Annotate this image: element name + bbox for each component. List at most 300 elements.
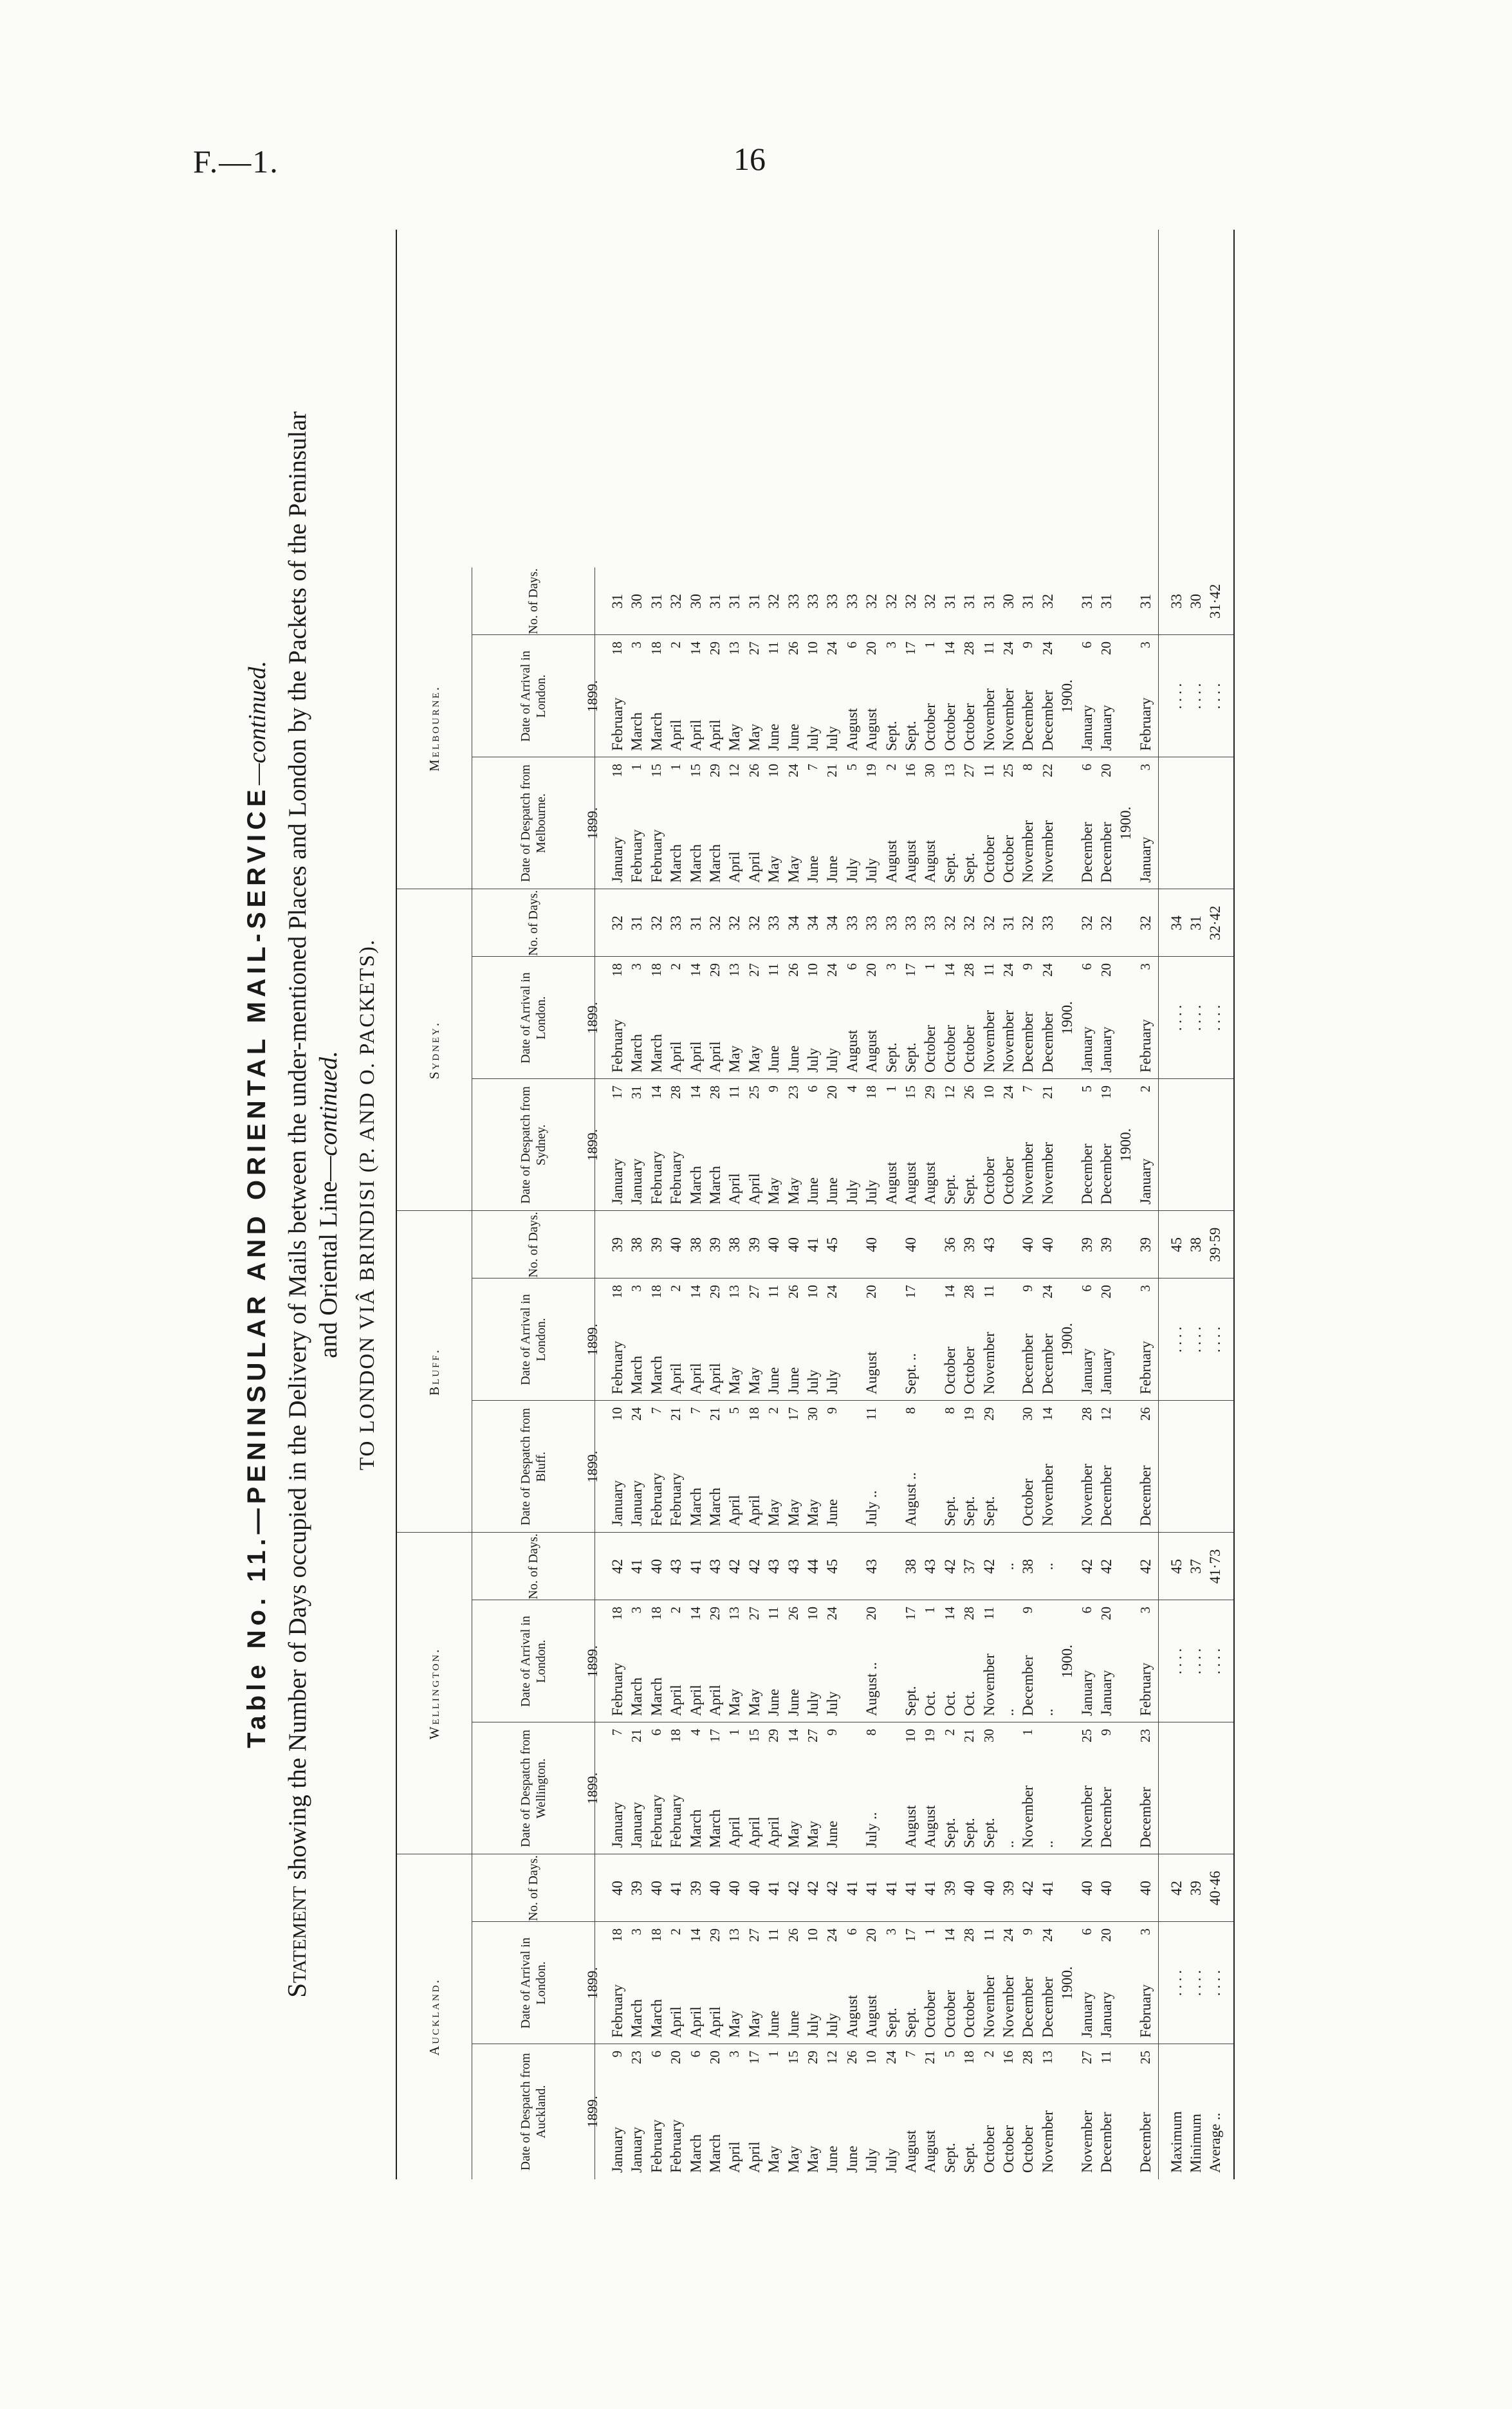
date-day: 11 [981,764,997,777]
date-day: 24 [1000,1928,1016,1942]
date-day: 23 [1137,1729,1153,1742]
date-cell [668,1607,683,1716]
date-month: August [863,1995,880,2038]
date-day: 3 [883,641,899,649]
date-day: 18 [648,1607,664,1620]
summary-dots: . . . . [1207,1004,1224,1031]
date-day: 9 [1020,963,1036,970]
date-month: February [1137,1019,1154,1073]
date-month: August [903,840,919,883]
date-day: 1 [922,963,938,970]
date-cell [824,1085,840,1204]
days-cell: 32 [922,594,939,609]
date-day: 2 [1137,1085,1153,1093]
date-month: May [746,1045,762,1073]
date-month: July [883,2148,899,2173]
date-cell [668,1285,683,1394]
column-header-arrival-auckland: Date of Arrival in London. [472,1922,595,2044]
date-cell [805,641,820,751]
date-month: July [824,2013,841,2038]
date-day: 2 [668,641,684,649]
date-month: May [726,1367,743,1394]
year-label-1899: 1899. [584,1324,600,1356]
date-day: 24 [1039,1285,1055,1298]
date-month: Sept. [941,853,958,883]
date-day: 17 [903,1285,918,1298]
date-cell [668,764,683,883]
date-day: 30 [805,1407,820,1421]
date-month: April [668,1041,685,1073]
date-cell [766,1407,781,1526]
days-cell: 32 [961,916,978,930]
date-month: May [726,1688,743,1716]
date-month: Sept. [981,1496,997,1526]
date-day: 9 [1020,1607,1036,1614]
summary-value-sydney: 34 [1168,916,1185,930]
group-header-sydney: Sydney. [397,889,472,1211]
date-cell [1040,1729,1055,1848]
date-month: May [766,1177,782,1204]
date-month: 1900. [1118,806,1134,840]
date-cell [981,1285,997,1394]
date-day: 19 [1098,1085,1114,1099]
date-cell [649,1285,664,1394]
date-day: 27 [746,1928,762,1942]
date-day: 21 [668,1407,684,1421]
date-month: December [1039,1333,1056,1394]
days-cell: 40 [726,1881,743,1896]
date-cell [1138,1285,1153,1394]
column-header-days-sydney: No. of Days. [472,889,595,957]
days-cell: 32 [903,594,919,609]
date-cell [707,2051,723,2173]
days-cell: 33 [824,594,841,609]
date-month: November [1020,1141,1037,1204]
date-cell [981,1928,997,2038]
date-month: June [805,1177,821,1204]
date-month: April [687,1041,704,1073]
days-cell: 32 [1137,916,1154,930]
date-cell [1020,1285,1035,1394]
date-month: January [609,2127,625,2173]
date-month: October [922,1989,939,2038]
date-cell [707,1607,723,1716]
days-cell: 42 [1078,1559,1095,1574]
date-cell [903,1729,918,1848]
date-month: July [844,1179,860,1204]
date-month: January [629,1480,645,1526]
date-cell [1040,1607,1055,1716]
date-cell [786,963,801,1073]
date-cell [1138,1085,1153,1204]
date-cell [903,963,918,1073]
summary-label: Average .. [1207,2112,1224,2173]
date-day: 18 [648,641,664,655]
date-month: Sept. [941,1174,958,1204]
date-day: 3 [629,1285,645,1292]
date-day: 23 [785,1085,801,1099]
date-month: January [1098,1026,1114,1073]
date-day: 12 [824,2051,840,2064]
date-cell [688,1407,703,1526]
days-cell: 33 [1039,916,1056,930]
date-cell [649,963,664,1073]
date-cell [903,641,918,751]
date-month: Sept. [883,2008,899,2038]
date-cell [981,2051,997,2173]
date-day: 1 [922,1928,938,1935]
date-cell [1079,1085,1094,1204]
date-cell [981,1729,997,1848]
date-cell [942,1928,957,2038]
date-cell [805,963,820,1073]
date-cell [609,1729,625,1848]
date-month: November [1039,820,1056,883]
date-cell [883,1928,899,2038]
date-cell [707,1285,723,1394]
date-day: 18 [609,764,625,777]
date-month: Sept. [941,1496,958,1526]
date-month: December [1020,1977,1037,2038]
date-cell [746,1407,762,1526]
days-cell: 41 [922,1881,939,1896]
days-cell: 42 [941,1559,958,1574]
date-day: 18 [609,963,625,977]
date-month: .. [1039,1708,1056,1716]
date-day: 28 [707,1085,723,1099]
date-cell [824,1607,840,1716]
date-cell [844,1085,860,1204]
summary-dots: . . . . [1168,1648,1185,1675]
date-cell [707,641,723,751]
date-month: October [1000,2125,1017,2173]
date-day: 9 [1020,1285,1036,1292]
date-month: June [785,2010,802,2038]
date-day: 28 [961,963,977,977]
date-month: May [785,1177,802,1204]
date-day: 10 [609,1407,625,1421]
date-cell [726,1085,742,1204]
date-cell [1079,1928,1094,2038]
date-day: 15 [903,1085,918,1099]
date-month: June [785,1688,802,1716]
date-day: 18 [648,1285,664,1298]
days-cell: 42 [746,1559,762,1574]
date-day: 14 [687,1928,703,1942]
date-day: 8 [941,1407,957,1414]
date-cell [961,1407,977,1526]
days-cell: 31 [609,594,625,609]
date-month: October [961,703,978,751]
date-day: 24 [1000,641,1016,655]
date-day: 5 [726,1407,742,1414]
page-number: 16 [733,141,766,177]
date-cell [609,764,625,883]
date-cell [824,963,840,1073]
summary-value-auckland: 40·46 [1207,1870,1224,1906]
date-month: April [707,2006,723,2038]
column-header-arrival-wellington: Date of Arrival in London. [472,1600,595,1722]
date-day: 10 [981,1085,997,1099]
date-day: 21 [922,2051,938,2064]
date-month: June [824,2145,841,2173]
date-month: April [687,1363,704,1394]
date-month: February [668,2119,685,2173]
date-cell [1040,963,1055,1073]
date-cell [1059,641,1074,751]
days-cell: 41 [1039,1881,1056,1896]
date-month: Sept. [883,1042,899,1073]
days-cell: 40 [648,1559,665,1574]
date-cell [786,764,801,883]
days-cell: 43 [785,1559,802,1574]
date-month: April [687,1684,704,1716]
date-month: .. [1000,1840,1017,1848]
date-day: 14 [941,641,957,655]
date-month: October [981,1156,997,1204]
days-cell: 40 [766,1237,782,1252]
date-cell [824,1407,840,1526]
date-month: January [609,1802,625,1848]
date-cell [805,1285,820,1394]
summary-label: Minimum [1188,2113,1204,2173]
date-day: 13 [726,641,742,655]
date-day: 2 [981,2051,997,2058]
date-day: 24 [883,2051,899,2064]
year-label-1899: 1899. [584,680,600,712]
days-cell: 32 [883,594,899,609]
date-day: 29 [981,1407,997,1421]
date-cell [726,1928,742,2038]
days-cell: 31 [726,594,743,609]
date-cell [922,1607,937,1716]
date-month: August .. [863,1662,880,1716]
date-cell [981,1407,997,1526]
date-cell [883,2051,899,2173]
column-header-days-melbourne: No. of Days. [472,568,595,635]
date-day: 1 [883,1085,899,1093]
days-cell: 39 [707,1237,723,1252]
days-cell: 41 [687,1559,704,1574]
date-cell [981,641,997,751]
date-cell [766,1729,781,1848]
date-month: April [668,2006,685,2038]
date-cell [1020,1607,1035,1716]
date-day: 7 [687,1407,703,1414]
date-cell [746,641,762,751]
date-cell [668,2051,683,2173]
date-cell [1000,1729,1016,1848]
days-cell: 38 [687,1237,704,1252]
date-month: April [707,1363,723,1394]
days-cell: 30 [687,594,704,609]
date-month: Sept. [903,1686,919,1716]
date-month: October [941,1024,958,1073]
date-day: 3 [629,1607,645,1614]
date-month: March [629,712,645,751]
date-cell [668,1928,683,2038]
days-cell: 39 [941,1881,958,1896]
date-month: Sept. [903,2008,919,2038]
days-cell: 32 [707,916,723,930]
column-header-despatch-bluff: Date of Despatch from Bluff. [472,1401,595,1533]
days-cell: 33 [883,916,899,930]
days-cell: 32 [1020,916,1037,930]
date-month: October [981,2125,997,2173]
date-day: 24 [1039,963,1055,977]
date-month: August [903,2130,919,2173]
date-month: August [844,1995,860,2038]
days-cell: 31 [941,594,958,609]
summary-dots: . . . . [1188,1326,1204,1353]
date-day: 28 [961,1928,977,1942]
column-header-despatch-sydney: Date of Despatch from Sydney. [472,1079,595,1211]
date-month: January [1098,1348,1114,1394]
date-cell [726,764,742,883]
date-month: April [726,851,743,883]
date-day: 1 [922,1607,938,1614]
days-cell: 37 [961,1559,978,1574]
date-cell [707,1407,723,1526]
statement-line2: and Oriental Line— [315,1156,342,1358]
date-day: 24 [629,1407,645,1421]
days-cell: 31 [1020,594,1037,609]
date-cell [961,963,977,1073]
date-month: December [1020,1011,1037,1073]
days-cell: 43 [981,1237,997,1252]
date-day: 24 [1000,963,1016,977]
date-cell [629,1407,644,1526]
date-cell [922,2051,937,2173]
date-month: Sept. [961,2143,978,2173]
summary-dots: . . . . [1207,1970,1224,1997]
date-month: February [609,1019,625,1073]
date-day: 12 [1098,1407,1114,1421]
date-day: 24 [785,764,801,777]
date-cell [863,1729,879,1848]
date-month: April [668,1363,685,1394]
summary-value-bluff: 38 [1188,1237,1204,1252]
date-day: 2 [883,764,899,771]
date-month: May [746,723,762,751]
date-day: 19 [922,1729,938,1742]
date-month: June [766,1045,782,1073]
date-day: 1 [726,1729,742,1736]
days-cell: 42 [1020,1881,1037,1896]
date-month: February [668,1472,685,1526]
date-cell [805,1085,820,1204]
date-day: 11 [766,1285,782,1298]
column-header-arrival-bluff: Date of Arrival in London. [472,1278,595,1401]
date-month: December [1137,1787,1154,1848]
date-day: 20 [668,2051,684,2064]
date-day: 29 [707,764,723,777]
date-month: May [785,1820,802,1848]
date-day: 7 [1020,1085,1036,1093]
date-day: 18 [609,641,625,655]
summary-value-wellington: 37 [1188,1559,1204,1574]
date-day: 24 [824,1928,840,1942]
date-cell [942,1729,957,1848]
date-month: February [629,829,645,883]
date-day: 6 [1078,764,1094,771]
date-day: 11 [981,1928,997,1942]
date-month: January [629,2127,645,2173]
date-day: 7 [609,1729,625,1736]
date-month: June [766,1688,782,1716]
days-cell: 31 [1000,916,1017,930]
date-cell [707,1928,723,2038]
date-day: 14 [941,963,957,977]
date-month: December [1098,1787,1114,1848]
date-cell [1098,641,1114,751]
date-month: March [707,1165,723,1204]
date-day: 18 [668,1729,684,1742]
days-cell: 40 [1137,1881,1154,1896]
date-month: December [1039,690,1056,751]
date-day: 18 [863,1085,880,1099]
date-cell [1040,1285,1055,1394]
summary-value-melbourne: 31·42 [1207,584,1224,619]
date-day: 21 [824,764,840,777]
days-cell: 40 [981,1881,997,1896]
days-cell: 41 [883,1881,899,1896]
date-month: December [1098,1143,1114,1204]
date-day: 6 [1078,1928,1094,1935]
date-day: 14 [648,1085,664,1099]
date-day: 10 [805,963,820,977]
date-day: 20 [1098,1285,1114,1298]
date-month: 1900. [1059,1645,1076,1678]
date-cell [1079,1407,1094,1526]
date-day: 30 [922,764,938,777]
date-month: January [629,1802,645,1848]
date-cell [726,2051,742,2173]
date-cell [844,641,860,751]
date-cell [961,2051,977,2173]
date-cell [1020,641,1035,751]
date-month: December [1098,822,1114,883]
date-day: 25 [1078,1729,1094,1742]
date-day: 3 [1137,1607,1153,1614]
date-day: 27 [961,764,977,777]
summary-value-sydney: 31 [1188,916,1204,930]
date-month: June [844,2145,860,2173]
date-cell [1000,963,1016,1073]
date-day: 26 [961,1085,977,1099]
rotated-table-block [241,191,1245,2218]
date-cell [863,641,879,751]
date-cell [961,764,977,883]
date-cell [688,963,703,1073]
date-day: 4 [844,1085,860,1093]
date-cell [1098,1407,1114,1526]
date-month: January [629,1158,645,1204]
date-cell [824,2051,840,2173]
days-cell: 41 [805,1237,821,1252]
days-cell: 41 [903,1881,919,1896]
date-month: June [766,2010,782,2038]
year-label-1899: 1899. [584,1967,600,1999]
date-month: Oct. [941,1691,958,1716]
column-header-despatch-melbourne: Date of Despatch from Melbourne. [472,757,595,889]
date-month: August [903,1161,919,1204]
date-day: 21 [707,1407,723,1421]
date-day: 17 [903,641,918,655]
date-month: February [609,1340,625,1394]
date-cell [981,1607,997,1716]
date-day: 2 [941,1729,957,1736]
